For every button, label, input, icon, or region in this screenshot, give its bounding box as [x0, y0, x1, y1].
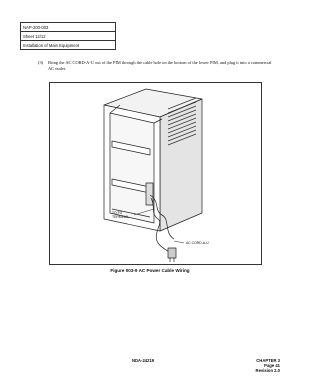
label-ac-cord: AC CORD-A-U	[186, 241, 209, 245]
chapter-label: CHAPTER 3	[256, 358, 280, 363]
sheet-number: Sheet 12/12	[21, 32, 116, 41]
label-fg-terminal: TO FG TERMINAL	[112, 211, 130, 219]
document-number: NDA-24219	[132, 358, 155, 363]
section-title: Installation of Main Equipment	[21, 41, 116, 50]
document-header-table	[20, 22, 116, 50]
step-number: (3)	[38, 60, 44, 65]
pim-cabinet-illustration	[50, 83, 263, 266]
figure-frame	[49, 82, 262, 265]
revision-label: Revision 2.0	[255, 368, 280, 374]
step-text: Bring the AC CORD-A-U out of the PIM through the cable hole on the bottom of the lower PIM, and plug it into a commercial AC outlet.	[48, 60, 272, 72]
page-number: Page 41	[264, 363, 280, 369]
page-footer-info	[256, 358, 280, 374]
doc-id: NAP-200-003	[21, 23, 116, 32]
figure-caption: Figure 003-9 AC Power Cable Wiring	[110, 268, 190, 273]
procedure-step	[38, 60, 278, 73]
